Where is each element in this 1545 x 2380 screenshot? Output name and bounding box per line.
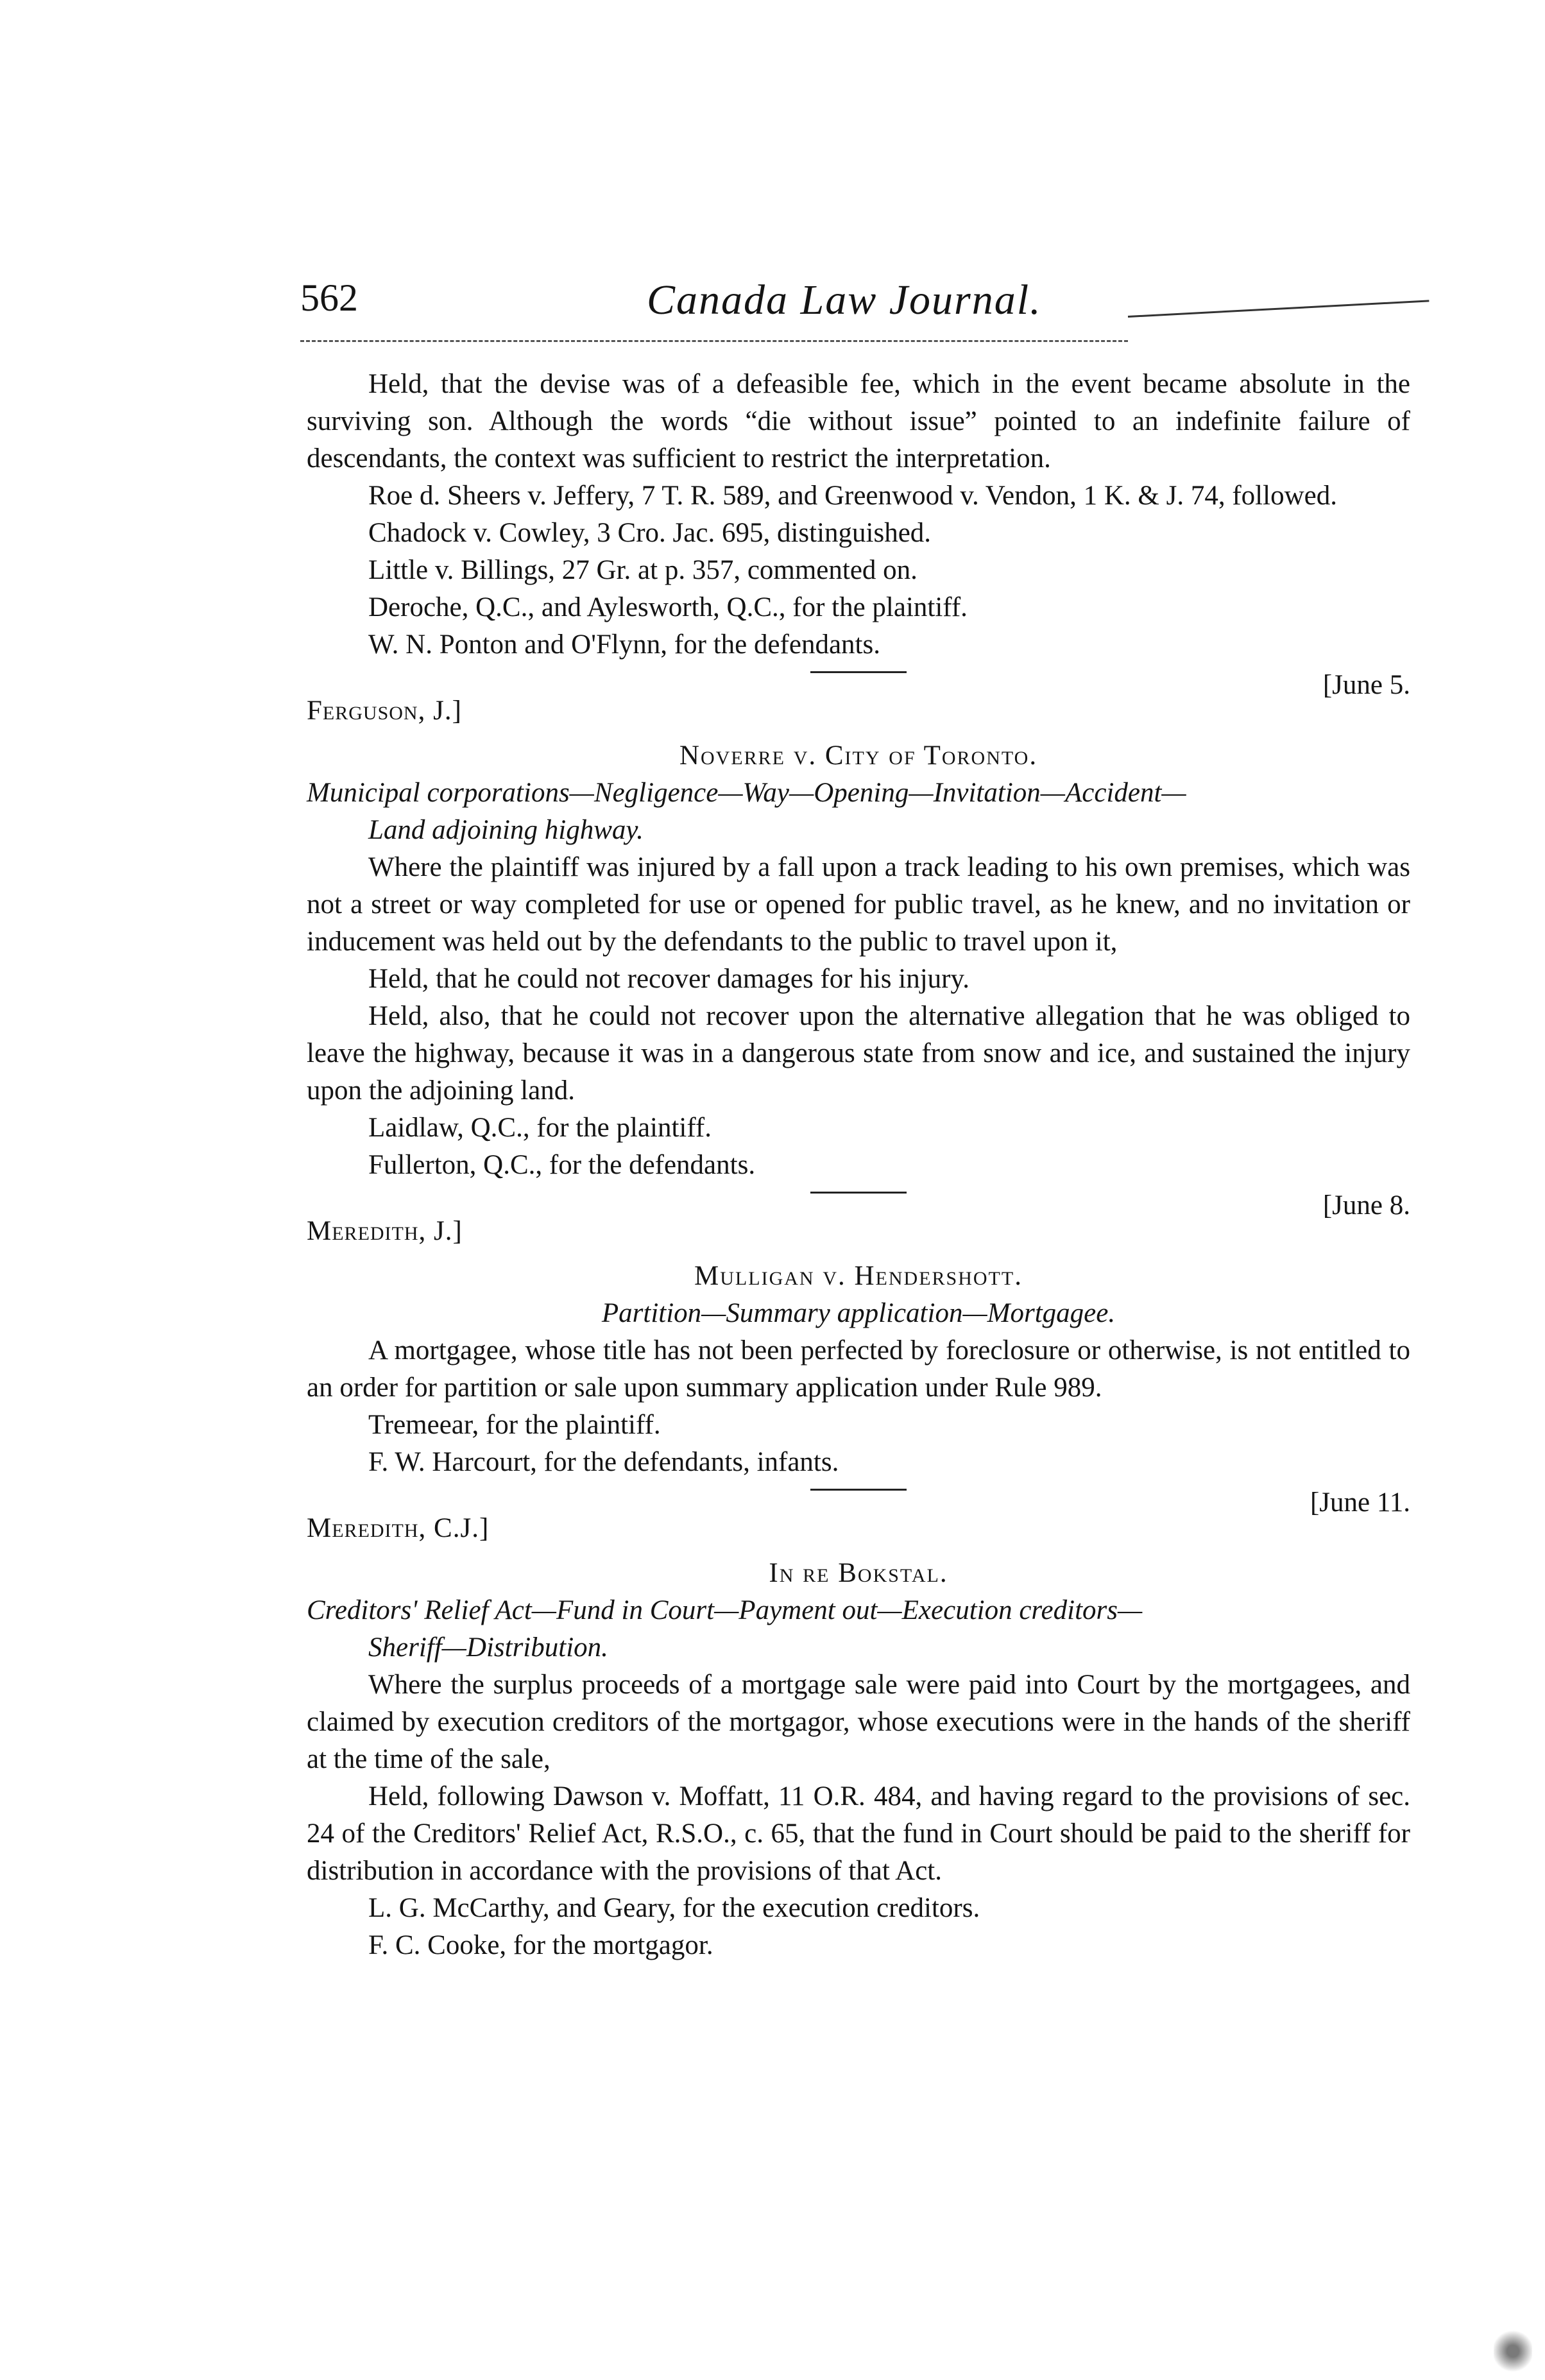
journal-title: Canada Law Journal. [647, 277, 1042, 323]
header-rule [300, 340, 1128, 342]
case2-counsel-plaintiff: Laidlaw, Q.C., for the plaintiff. [368, 1113, 712, 1143]
case2-headnote-line2: Land adjoining highway. [368, 815, 644, 845]
case3-facts: A mortgagee, whose title has not been perfected by foreclosure or otherwise, is not entitled to an order for partition or sale upon summary application under Rule 989. [307, 1335, 1410, 1403]
case3-title: Mulligan v. Hendershott. [694, 1261, 1023, 1291]
scan-blot [1494, 2329, 1532, 2374]
case2-date: [June 5. [1322, 670, 1410, 700]
case1-authority-roe: Roe d. Sheers v. Jeffery, 7 T. R. 589, and Greenwood v. Vendon, 1 K. & J. 74, followed. [368, 481, 1337, 511]
case3-court-row [307, 1190, 1410, 1258]
case2-held-2: Held, also, that he could not recover upon the alternative allegation that he was obliged to leave the highway, because it was in a dangerous state from snow and ice, and sustained the injury upon the adjoining land. [307, 1001, 1410, 1106]
case2-held-1: Held, that he could not recover damages for his injury. [368, 964, 969, 994]
case4-headnote-line2: Sheriff—Distribution. [368, 1632, 608, 1663]
case3-headnote: Partition—Summary application—Mortgagee. [601, 1298, 1116, 1328]
case4-counsel-mortgagor: F. C. Cooke, for the mortgagor. [368, 1930, 713, 1960]
case4-facts: Where the surplus proceeds of a mortgage sale were paid into Court by the mortgagees, and claimed by execution creditors of the mortgagor, whose executions were in the hands of the sheriff at the time of the sale, [307, 1670, 1410, 1774]
case4-title: In re Bokstal. [769, 1558, 948, 1588]
page-body [307, 366, 1410, 1964]
case1-held: Held, that the devise was of a defeasible fee, which in the event became absolute in the surviving son. Although the words “die without issue” pointed to an indefinite failure of descendants, the context was sufficient to restrict the interpretation. [307, 369, 1410, 474]
page-number: 562 [300, 277, 358, 319]
case2-title: Noverre v. City of Toronto. [679, 741, 1038, 771]
running-header [300, 276, 1430, 347]
case2-judge: Ferguson, J.] [307, 696, 462, 726]
case1-counsel-plaintiff: Deroche, Q.C., and Aylesworth, Q.C., for the plaintiff. [368, 592, 968, 622]
case4-headnote-line1: Creditors' Relief Act—Fund in Court—Payment out—Execution creditors— [307, 1595, 1143, 1625]
header-rule-tail [1128, 300, 1430, 318]
case3-counsel-plaintiff: Tremeear, for the plaintiff. [368, 1410, 661, 1440]
case4-date: [June 11. [1310, 1487, 1410, 1518]
case4-court-row [307, 1487, 1410, 1555]
case1-authority-little: Little v. Billings, 27 Gr. at p. 357, commented on. [368, 555, 918, 585]
case3-date: [June 8. [1322, 1190, 1410, 1220]
case2-facts: Where the plaintiff was injured by a fall upon a track leading to his own premises, which was not a street or way completed for use or opened for public travel, as he knew, and no invitation or inducement was held out by the defendants to the public to travel upon it, [307, 852, 1410, 957]
case2-court-row [307, 670, 1410, 737]
case3-counsel-defendants: F. W. Harcourt, for the defendants, infants. [368, 1447, 839, 1477]
case4-judge: Meredith, C.J.] [307, 1513, 490, 1543]
case4-counsel-creditors: L. G. McCarthy, and Geary, for the execution creditors. [368, 1893, 980, 1923]
case2-counsel-defendants: Fullerton, Q.C., for the defendants. [368, 1150, 756, 1180]
case1-authority-chadock: Chadock v. Cowley, 3 Cro. Jac. 695, distinguished. [368, 518, 932, 548]
case4-held: Held, following Dawson v. Moffatt, 11 O.R. 484, and having regard to the provisions of sec. 24 of the Creditors' Relief Act, R.S.O., c. 65, that the fund in Court should be paid to the sheriff for distribution in accordance with the provisions of that Act. [307, 1781, 1410, 1886]
case2-headnote-line1: Municipal corporations—Negligence—Way—Opening—Invitation—Accident— [307, 778, 1186, 808]
case3-judge: Meredith, J.] [307, 1216, 463, 1246]
case1-counsel-defendants: W. N. Ponton and O'Flynn, for the defendants. [368, 629, 880, 660]
